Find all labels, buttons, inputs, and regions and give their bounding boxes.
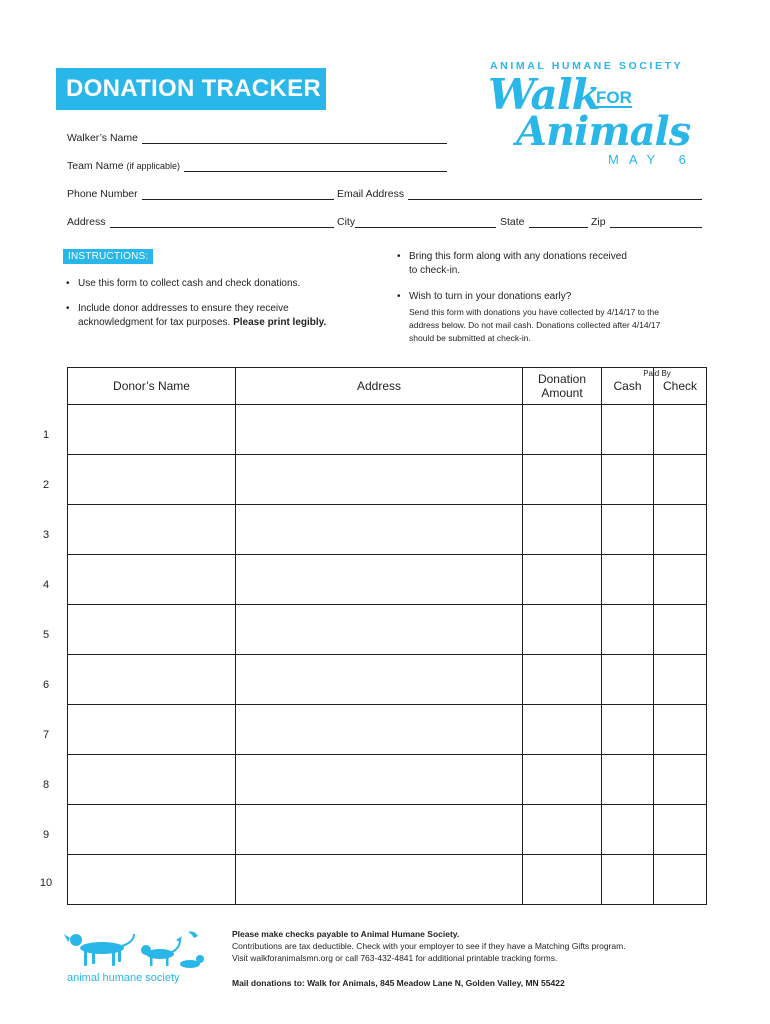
row-number: 10 xyxy=(39,877,53,889)
paid-by-label: Paid By xyxy=(643,369,671,378)
amount-cell[interactable] xyxy=(523,605,602,655)
early-submission-note: Send this form with donations you have collected by 4/14/17 to the address below. Do not mail cash. Donations collected after 4/14/17 should be submitted at check-in. xyxy=(409,307,661,343)
cash-header: Cash xyxy=(602,368,654,405)
donor-name-header: Donor’s Name xyxy=(68,368,236,405)
instruction-text: Wish to turn in your donations early? xyxy=(409,291,572,302)
cash-cell[interactable] xyxy=(602,805,654,855)
animals-silhouette-icon xyxy=(62,926,212,972)
cash-cell[interactable] xyxy=(602,855,654,905)
amount-cell[interactable] xyxy=(523,805,602,855)
amount-cell[interactable] xyxy=(523,455,602,505)
print-legibly-text: Please print legibly. xyxy=(233,317,327,328)
logo-date: MAY 6 xyxy=(608,152,696,167)
email-line[interactable] xyxy=(408,190,702,200)
check-cell[interactable] xyxy=(654,405,707,455)
cash-cell[interactable] xyxy=(602,405,654,455)
address-cell[interactable] xyxy=(236,855,523,905)
footer-org-name: animal humane society xyxy=(67,972,180,984)
address-cell[interactable] xyxy=(236,755,523,805)
row-number: 3 xyxy=(42,529,50,541)
address-line[interactable] xyxy=(110,218,334,228)
cash-cell[interactable] xyxy=(602,455,654,505)
table-row xyxy=(68,755,707,805)
check-cell[interactable] xyxy=(654,455,707,505)
check-cell[interactable] xyxy=(654,755,707,805)
row-number: 5 xyxy=(42,629,50,641)
footer-notes xyxy=(232,928,626,964)
email-field[interactable] xyxy=(337,188,702,200)
deductible-note: Contributions are tax deductible. Check with your employer to see if they have a Matching Gifts program. xyxy=(232,941,626,951)
address-label: Address xyxy=(67,216,106,228)
animal-humane-society-logo xyxy=(62,926,212,990)
logo-org-name: ANIMAL HUMANE SOCIETY xyxy=(490,60,684,72)
team-name-label: Team Name xyxy=(67,160,124,172)
walk-for-animals-logo xyxy=(488,60,696,170)
donor-name-cell[interactable] xyxy=(68,705,236,755)
table-row xyxy=(68,855,707,905)
zip-label: Zip xyxy=(591,216,606,228)
donor-name-cell[interactable] xyxy=(68,605,236,655)
state-field[interactable] xyxy=(500,216,588,228)
amount-cell[interactable] xyxy=(523,855,602,905)
row-number: 1 xyxy=(42,429,50,441)
zip-field[interactable] xyxy=(591,216,702,228)
instructions-tag: INSTRUCTIONS: xyxy=(63,249,153,264)
logo-for: FOR xyxy=(596,88,632,107)
team-name-line[interactable] xyxy=(184,162,447,172)
address-cell[interactable] xyxy=(236,505,523,555)
table-row xyxy=(68,655,707,705)
address-cell[interactable] xyxy=(236,805,523,855)
amount-cell[interactable] xyxy=(523,655,602,705)
team-name-note: (if applicable) xyxy=(126,161,181,171)
row-number: 7 xyxy=(42,729,50,741)
donor-name-cell[interactable] xyxy=(68,455,236,505)
donation-table xyxy=(67,367,707,905)
payable-note: Please make checks payable to Animal Humane Society. xyxy=(232,929,460,939)
city-label: City xyxy=(337,216,356,228)
zip-line[interactable] xyxy=(610,218,702,228)
table-row xyxy=(68,405,707,455)
phone-line[interactable] xyxy=(142,190,334,200)
table-row xyxy=(68,555,707,605)
check-header: Check xyxy=(654,368,707,405)
table-row xyxy=(68,805,707,855)
amount-cell[interactable] xyxy=(523,505,602,555)
donation-amount-header: Donation Amount xyxy=(523,368,602,405)
city-field[interactable] xyxy=(337,216,496,228)
cash-cell[interactable] xyxy=(602,755,654,805)
address-cell[interactable] xyxy=(236,555,523,605)
address-cell[interactable] xyxy=(236,405,523,455)
check-cell[interactable] xyxy=(654,855,707,905)
donor-name-cell[interactable] xyxy=(68,505,236,555)
amount-cell[interactable] xyxy=(523,405,602,455)
mail-address: Mail donations to: Walk for Animals, 845 Meadow Lane N, Golden Valley, MN 55422 xyxy=(232,978,565,988)
logo-walk: Walk xyxy=(488,70,600,119)
donor-name-cell[interactable] xyxy=(68,805,236,855)
address-cell[interactable] xyxy=(236,705,523,755)
instruction-item: • Wish to turn in your donations early? Send this form with donations you have collected by 4/14/17 to the address below. Do not mail cash. Donations collected after 4/14/17 should be submitted at check-in. xyxy=(397,290,687,345)
donor-name-cell[interactable] xyxy=(68,405,236,455)
instruction-item: • Include donor addresses to ensure they receive acknowledgment for tax purposes. Please print legibly. xyxy=(66,303,327,328)
address-cell[interactable] xyxy=(236,605,523,655)
logo-animals: Animals xyxy=(516,108,691,155)
table-row xyxy=(68,455,707,505)
check-cell[interactable] xyxy=(654,705,707,755)
row-number: 9 xyxy=(42,829,50,841)
state-label: State xyxy=(500,216,525,228)
city-line[interactable] xyxy=(355,218,496,228)
donor-name-cell[interactable] xyxy=(68,755,236,805)
cash-cell[interactable] xyxy=(602,555,654,605)
instruction-item: • Bring this form along with any donations received to check-in. xyxy=(397,250,637,278)
check-cell[interactable] xyxy=(654,805,707,855)
donor-name-cell[interactable] xyxy=(68,855,236,905)
cash-cell[interactable] xyxy=(602,605,654,655)
walker-name-label: Walker’s Name xyxy=(67,132,138,144)
check-cell[interactable] xyxy=(654,505,707,555)
row-number: 6 xyxy=(42,679,50,691)
cash-cell[interactable] xyxy=(602,705,654,755)
phone-label: Phone Number xyxy=(67,188,138,200)
cash-cell[interactable] xyxy=(602,655,654,705)
team-name-field[interactable] xyxy=(67,160,447,172)
walker-name-field[interactable] xyxy=(67,132,447,144)
row-number: 4 xyxy=(42,579,50,591)
row-number: 2 xyxy=(42,479,50,491)
instruction-text: Use this form to collect cash and check donations. xyxy=(78,278,301,289)
check-cell[interactable] xyxy=(654,555,707,605)
amount-cell[interactable] xyxy=(523,705,602,755)
donor-name-cell[interactable] xyxy=(68,655,236,705)
instruction-text: Include donor addresses to ensure they receive acknowledgment for tax purposes. xyxy=(78,303,289,328)
instruction-item: • Use this form to collect cash and check donations. xyxy=(66,277,356,291)
check-cell[interactable] xyxy=(654,605,707,655)
cash-cell[interactable] xyxy=(602,505,654,555)
instruction-text: Bring this form along with any donations received to check-in. xyxy=(409,251,627,276)
amount-cell[interactable] xyxy=(523,555,602,605)
page-title: DONATION TRACKER xyxy=(56,68,326,110)
visit-note: Visit walkforanimalsmn.org or call 763-432-4841 for additional printable tracking forms. xyxy=(232,953,558,963)
table-row xyxy=(68,605,707,655)
amount-cell[interactable] xyxy=(523,755,602,805)
row-number: 8 xyxy=(42,779,50,791)
address-field[interactable] xyxy=(67,216,334,228)
address-cell[interactable] xyxy=(236,655,523,705)
walker-name-line[interactable] xyxy=(142,134,447,144)
phone-field[interactable] xyxy=(67,188,334,200)
donor-name-cell[interactable] xyxy=(68,555,236,605)
check-cell[interactable] xyxy=(654,655,707,705)
table-row xyxy=(68,705,707,755)
address-header: Address xyxy=(236,368,523,405)
state-line[interactable] xyxy=(529,218,588,228)
table-row xyxy=(68,505,707,555)
email-label: Email Address xyxy=(337,188,405,200)
address-cell[interactable] xyxy=(236,455,523,505)
